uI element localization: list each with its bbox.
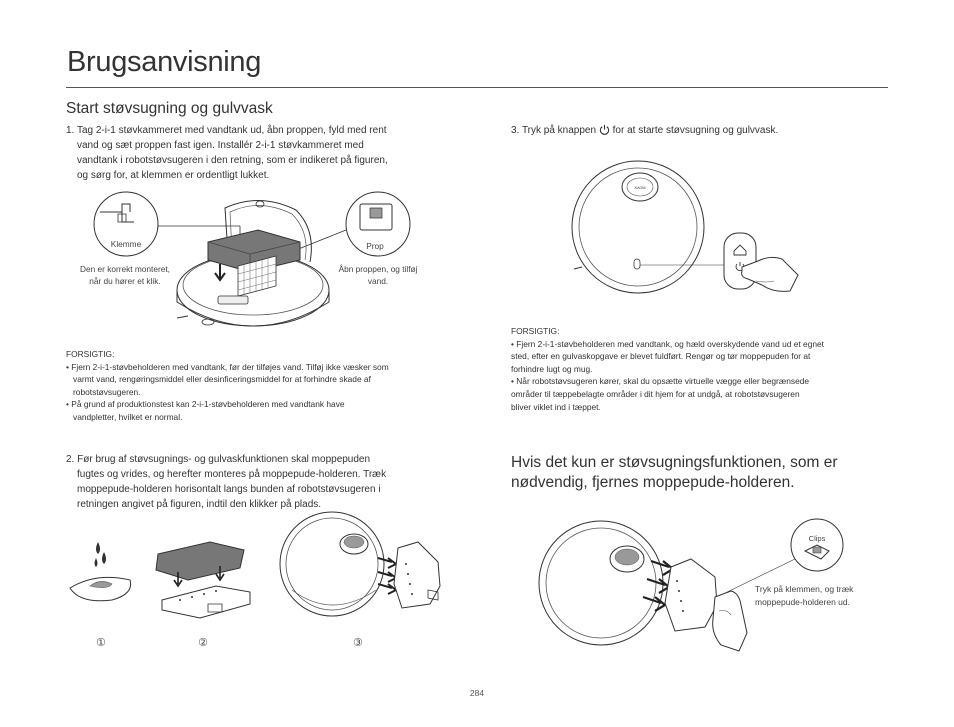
caption-clips [755, 583, 885, 609]
caption-line: moppepude-holderen ud. [755, 597, 850, 607]
caution-title: FORSIGTIG: [511, 326, 560, 336]
caution-right [511, 325, 901, 413]
caution-line: • Fjern 2-i-1-støvbeholderen med vandtank, før der tilføjes vand. Tilføj ikke væsker som [66, 361, 389, 372]
step-2-text [66, 452, 466, 512]
caution-line: forhindre lugt og mug. [511, 363, 593, 374]
step-1-text [66, 123, 466, 183]
caution-title: FORSIGTIG: [66, 349, 115, 359]
caution-line: vandpletter, hvilket er normal. [73, 411, 183, 422]
step-1-line: vandtank i robotstøvsugeren i den retning, som er indikeret på figuren, [77, 155, 388, 166]
label-prop: Prop [366, 241, 384, 251]
figure-number-2: ② [198, 637, 208, 649]
caution-line: robotstøvsugeren. [73, 386, 141, 397]
caution-line: områder til tæppebelagte områder i dit hjem for at undgå, at robotstøvsugeren [511, 388, 800, 399]
caution-line: • Når robotstøvsugeren kører, skal du opsætte virtuelle vægge eller begrænsede [511, 376, 810, 387]
caption-line: når du hører et klik. [89, 276, 161, 286]
title-divider [66, 87, 888, 88]
caution-line: bliver viklet ind i tæppet. [511, 401, 601, 412]
step-2-line: retningen angivet på figuren, indtil den klikker på plads. [77, 499, 322, 510]
section-heading-start: Start støvsugning og gulvvask [66, 100, 273, 117]
caption-line: Den er korrekt monteret, [80, 264, 170, 274]
step-2-line: fugtes og vrides, og herefter monteres på moppepude-holderen. Træk [77, 469, 387, 480]
caution-left [66, 348, 456, 424]
caution-line: • Fjern 2-i-1-støvbeholderen med vandtank, og hæld overskydende vand ud et egnet [511, 338, 824, 349]
page-title: Brugsanvisning [67, 46, 262, 78]
step-1-line: og sørg for, at klemmen er ordentligt lukket. [77, 170, 270, 181]
section-heading-remove [511, 453, 838, 493]
label-clips: Clips [808, 534, 826, 543]
caption-line: Tryk på klemmen, og træk [755, 584, 854, 594]
heading-line: Hvis det kun er støvsugningsfunktionen, som er [511, 454, 838, 471]
step-1-line: 1. Tag 2-i-1 støvkammeret med vandtank ud, åbn proppen, fyld med rent [66, 125, 387, 136]
caution-line: sted, efter en gulvaskopgave er blevet fuldført. Rengør og tør moppepuden for at [511, 351, 811, 362]
figure-power-button [570, 155, 810, 305]
step-2-line: 2. Før brug af støvsugnings- og gulvaskfunktionen skal moppepuden [66, 454, 371, 465]
brand-text: XIAOMI [634, 186, 646, 190]
step-3-before: 3. Tryk på knappen [511, 125, 597, 136]
heading-line: nødvendig, fjernes moppepude-holderen. [511, 474, 795, 491]
caption-line: vand. [367, 276, 389, 286]
label-klemme: Klemme [110, 239, 142, 249]
caution-line: varmt vand, rengøringsmiddel eller desinficeringsmiddel for at forhindre skade af [73, 374, 371, 385]
page-number: 284 [469, 688, 485, 698]
caption-prop [318, 263, 438, 287]
step-3-text [511, 123, 891, 138]
figure-number-1: ① [96, 637, 106, 649]
power-icon [599, 124, 610, 135]
figure-mop-steps [60, 520, 460, 635]
caption-line: Åbn proppen, og tilføj [338, 264, 418, 274]
step-2-line: moppepude-holderen horisontalt langs bunden af robotstøvsugeren i [77, 484, 381, 495]
caption-klemme [60, 263, 190, 287]
step-1-line: vand og sæt proppen fast igen. Installér 2-i-1 støvkammeret med [77, 140, 364, 151]
figure-number-3: ③ [353, 637, 363, 649]
step-3-after: for at starte støvsugning og gulvvask. [612, 125, 779, 136]
caution-line: • På grund af produktionstest kan 2-i-1-støvbeholderen med vandtank have [66, 399, 345, 410]
